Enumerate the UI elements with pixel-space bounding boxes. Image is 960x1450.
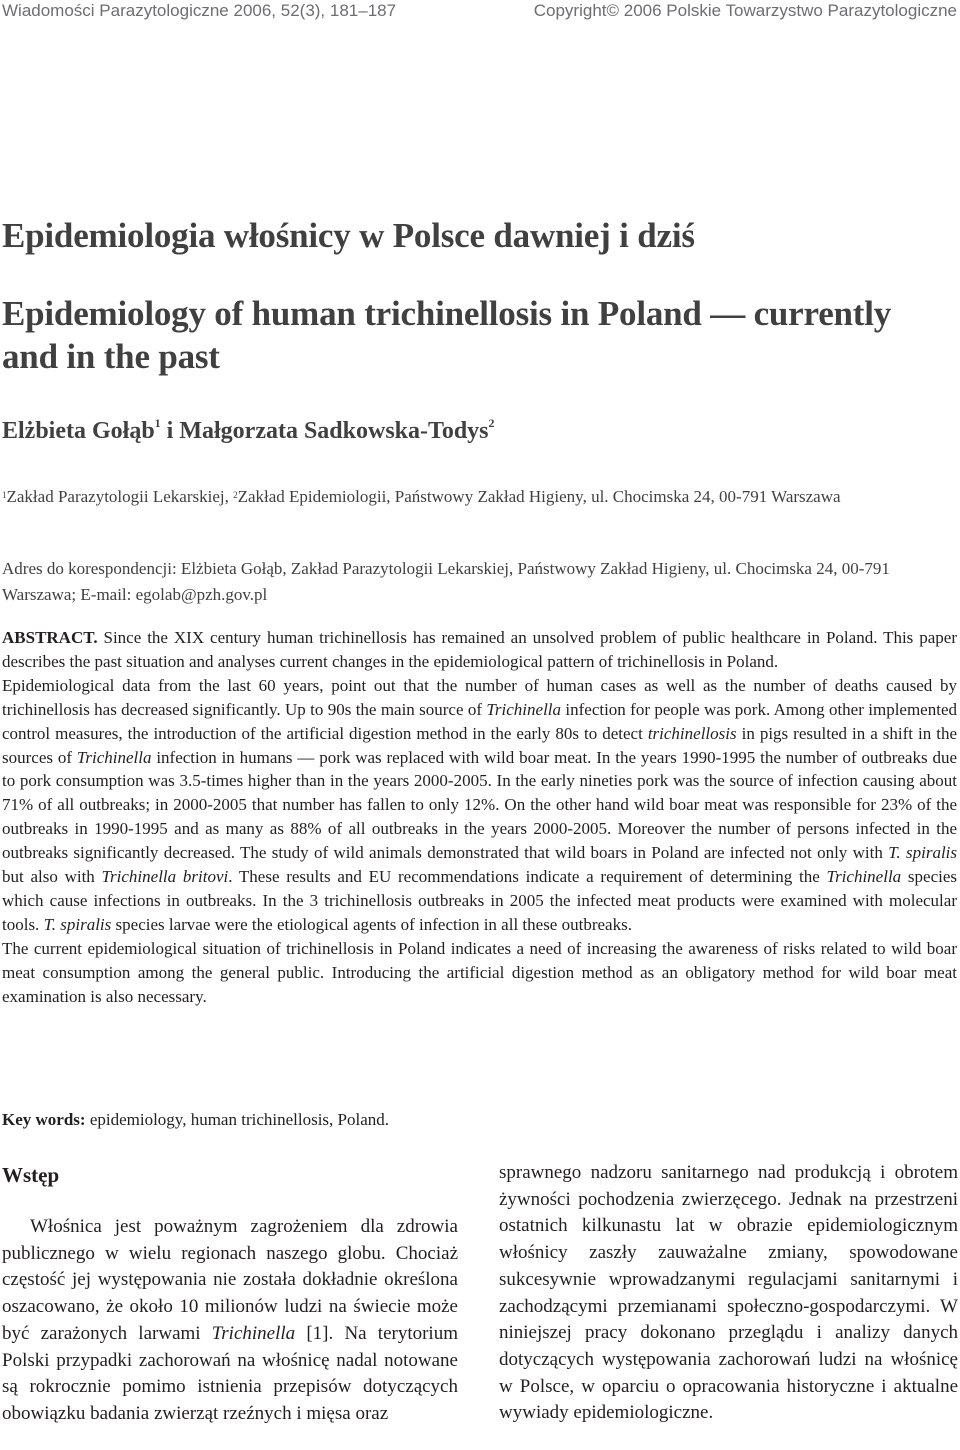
affiliation-2-mark: 2 [233,490,238,500]
section-heading-intro: Wstęp [2,1163,60,1187]
affiliation-1-mark: 1 [2,490,7,500]
keywords [2,1110,389,1130]
abstract-text: Epidemiological data from the last 60 years, point out that the number of human cases as well as the number of deaths caused by trichinellosis has decreased significantly. Up to 90s the main source of [2,675,957,719]
correspondence-address: Adres do korespondencji: Elżbieta Gołąb, Zakład Parazytologii Lekarskiej, Państwowy Zakład Higieny, ul. Chocimska 24, 00-791 Warszawa; E-mail: egolab@pzh.gov.pl [2,559,890,604]
copyright-notice: Copyright© 2006 Polskie Towarzystwo Parazytologiczne [533,1,957,20]
abstract-text: species which cause infections in outbreaks. In the 3 trichinellosis outbreaks in 2005 the infected meat products were examined with molecular tools. [2,867,957,934]
abstract-text: infection in humans — pork was replaced with wild boar meat. In the years 1990-1995 the number of outbreaks due to pork consumption was 3.5-times higher than in the years 2000-2005. In the early nineties pork was the source of infection causing about 71% of all outbreaks; in 2000-2005 that number has fallen to only 12%. On the other hand wild boar meat was responsible for 23% of the outbreaks in 1990-1995 and as many as 88% of all outbreaks in the years 2000-2005. Moreover the number of persons infected in the outbreaks significantly decreased. The study of wild animals demonstrated that wild boars in Poland are infected not only with [2,747,957,863]
abstract-text: species larvae were the etiological agents of infection in all these outbreaks. [111,914,632,934]
abstract-text: infection for people was pork. Among other implemented control measures, the introduction of the artificial digestion method in the early 80s to detect [2,699,957,743]
body-column-right [499,1160,958,1427]
abstract-paragraph-3: The current epidemiological situation of trichinellosis in Poland indicates a need of increasing the awareness of risks related to wild boar meat consumption among the general public. Introducing the artificial digestion method as an obligatory method for wild boar meat examination is also necessary. [2,938,957,1006]
affiliation-2-text: Zakład Epidemiologii, Państwowy Zakład Higieny, ul. Chocimska 24, 00-791 Warszawa [237,487,841,506]
keywords-label: Key words: [2,1110,86,1129]
affiliations [2,484,957,509]
abstract-paragraph-2 [2,674,957,937]
author-2-name: Małgorzata Sadkowska-Todys [179,418,489,444]
abstract-text: but also with [2,867,102,887]
abstract-text-1: Since the XIX century human trichinellosis has remained an unsolved problem of public healthcare in Poland. This paper describes the past situation and analyses current changes in the epidemiological pattern of trichinellosis in Poland. [2,628,957,671]
abstract-label: ABSTRACT. [2,628,98,647]
taxon-name: Trichinella [826,867,902,887]
taxon-name: Trichinella [211,1322,296,1344]
title-polish: Epidemiologia włośnicy w Polsce dawniej i dziś [2,216,695,255]
abstract [2,626,957,1009]
journal-citation: Wiadomości Parazytologiczne 2006, 52(3), 181–187 [2,1,397,20]
author-1-affiliation-mark: 1 [154,416,161,430]
taxon-name: Trichinella [486,699,562,719]
running-header [0,0,960,24]
intro-paragraph-right: sprawnego nadzoru sanitarnego nad produkcją i obrotem żywności pochodzenia zwierzęcego. Jednak na przestrzeni ostatnich kilkunastu lat w obrazie epidemiologicznym włośnicy zaszły zauważalne zmiany, spowodowane sukcesywnie wprowadzanymi regulacjami sanitarnymi i zachodzącymi przemianami społeczno-gospodarczymi. W niniejszej pracy dokonano przeglądu i analizy danych dotyczących występowania zachorowań ludzi na włośnicę w Polsce, w oparciu o opracowania historyczne i aktualne wywiady epidemiologiczne. [499,1162,958,1424]
body-column-left [2,1160,458,1428]
author-1-name: Elżbieta Gołąb [2,418,155,444]
title-english: Epidemiology of human trichinellosis in Poland — currently and in the past [2,294,892,376]
affiliation-1-text: Zakład Parazytologii Lekarskiej, [6,487,234,506]
abstract-paragraph-1 [2,626,957,674]
taxon-name: Trichinella britovi [101,867,229,887]
taxon-name: T. spiralis [888,843,958,863]
keywords-text: epidemiology, human trichinellosis, Poland. [85,1110,390,1129]
taxon-name: Trichinella [76,747,152,767]
intro-text: [1]. Na terytorium Polski przypadki zachorowań na włośnicę nadal notowane są rokrocznie pomimo istnienia przepisów dotyczących obowiązku badania zwierząt rzeźnych i mięsa oraz [2,1322,458,1424]
abstract-text: in pigs resulted in a shift in the sources of [2,723,957,767]
authors-line [2,418,495,445]
authors-conjunction: i [160,418,180,444]
abstract-text: . These results and EU recommendations indicate a requirement of determining the [228,867,827,887]
intro-paragraph-left [2,1214,458,1428]
author-2-affiliation-mark: 2 [488,416,495,430]
taxon-name: T. spiralis [43,914,112,934]
taxon-name: trichinellosis [647,723,737,743]
intro-text: Włośnica jest poważnym zagrożeniem dla zdrowia publicznego w wielu regionach naszego globu. Chociaż częstość jej występowania nie została dokładnie określona oszacowano, że około 10 milionów ludzi na świecie może być zarażonych larwami [2,1216,458,1344]
